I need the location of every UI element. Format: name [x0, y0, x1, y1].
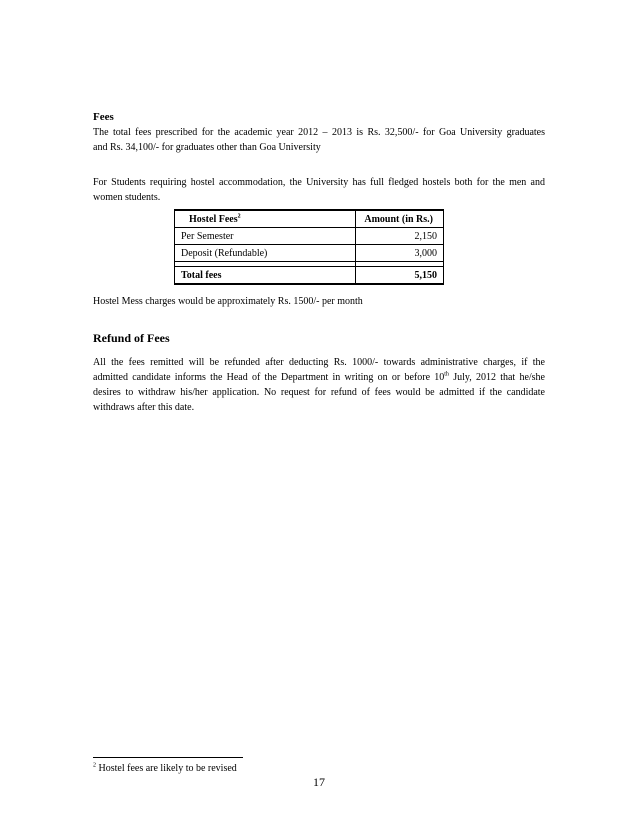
footnote-divider [93, 757, 243, 758]
fees-paragraph [93, 125, 545, 155]
hostel-paragraph [93, 175, 545, 205]
mess-charges-text: Hostel Mess charges would be approximately Rs. 1500/- per month [93, 296, 363, 307]
table-cell-amount: 2,150 [356, 228, 444, 245]
fees-line-1: The total fees prescribed for the academic year 2012 – 2013 is Rs. 32,500/- for Goa University graduates [93, 127, 545, 138]
hostel-line-1: For Students requiring hostel accommodation, the University has full fledged hostels both for the men and [93, 177, 545, 188]
table-total-label: Total fees [175, 267, 356, 285]
hostel-fees-table [174, 209, 444, 285]
refund-line-1: All the fees remitted will be refunded after deducting Rs. 1000/- towards administrative charges, if the [93, 357, 545, 368]
refund-line-4: withdraws after this date. [93, 402, 195, 413]
table-row [175, 245, 444, 262]
fees-line-2: and Rs. 34,100/- for graduates other than Goa University [93, 142, 321, 153]
table-header-label: Hostel Fees$^2$ [175, 210, 356, 228]
table-total-row [175, 267, 444, 285]
table-header-row [175, 210, 444, 228]
hostel-line-2: women students. [93, 192, 161, 203]
footnote: $^2$ Hostel fees are likely to be revised [93, 762, 237, 774]
table-header-amount: Amount (in Rs.) [356, 210, 444, 228]
table-cell-label: Per Semester [175, 228, 356, 245]
footnote-mark: 2 [237, 213, 241, 220]
refund-line-2: admitted candidate informs the Head of the Department in writing on or before 10th July, 2012 that he/she [93, 371, 545, 383]
page-number: 17 [313, 775, 325, 789]
table-cell-label: Deposit (Refundable) [175, 245, 356, 262]
refund-paragraph [93, 355, 545, 415]
table-cell-amount: 3,000 [356, 245, 444, 262]
table-total-amount: 5,150 [356, 267, 444, 285]
refund-line-3: desires to withdraw his/her application. No request for refund of fees would be admitted if the candidate [93, 387, 545, 398]
table-row [175, 228, 444, 245]
refund-heading: Refund of Fees [93, 331, 170, 345]
fees-heading: Fees [93, 111, 114, 123]
